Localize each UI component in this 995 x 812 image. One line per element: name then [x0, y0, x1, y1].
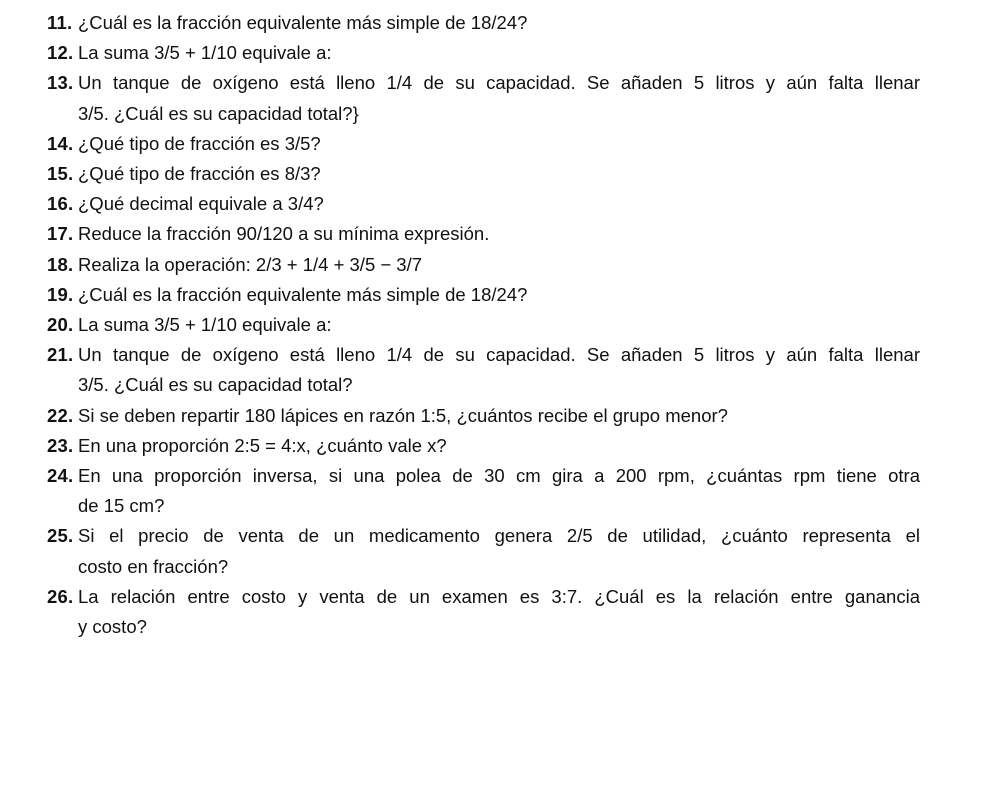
question-text: ¿Cuál es la fracción equivalente más simple de 18/24?: [78, 12, 528, 33]
question-text-line-2: y costo?: [78, 616, 147, 638]
question-number: 26.: [47, 585, 74, 607]
question-22: [47, 401, 920, 431]
question-number: 21.: [47, 344, 74, 366]
question-text: Realiza la operación: 2/3 + 1/4 + 3/5 − 3/7: [78, 253, 423, 275]
question-number: 12.: [47, 42, 74, 64]
question-text-line-1: Si el precio de venta de un medicamento genera 2/5 de utilidad, ¿cuánto representa el: [78, 525, 920, 547]
question-text: ¿Cuál es la fracción equivalente más simple de 18/24?: [78, 283, 528, 305]
question-13: [47, 68, 920, 128]
question-number: 23.: [47, 434, 74, 456]
question-text: En una proporción 2:5 = 4:x, ¿cuánto vale x?: [78, 434, 447, 456]
question-20: [47, 310, 920, 340]
question-text: ¿Qué tipo de fracción es 8/3?: [78, 163, 321, 185]
question-text-line-1: Un tanque de oxígeno está lleno 1/4 de su capacidad. Se añaden 5 litros y aún falta llenar: [78, 344, 920, 366]
question-list: [47, 8, 920, 642]
question-16: [47, 189, 920, 219]
question-text-line-2: 3/5. ¿Cuál es su capacidad total?}: [78, 102, 359, 124]
question-number: 17.: [47, 223, 74, 245]
question-text: [78, 582, 920, 642]
question-14: [47, 129, 920, 159]
question-number: 11.: [47, 12, 73, 33]
question-number: 15.: [47, 163, 74, 185]
question-text: [78, 521, 920, 581]
question-15: [47, 159, 920, 189]
question-number: 13.: [47, 72, 74, 94]
question-number: 19.: [47, 283, 74, 305]
question-23: [47, 431, 920, 461]
question-number: 20.: [47, 314, 74, 336]
question-text: [78, 461, 920, 521]
question-text: ¿Qué decimal equivale a 3/4?: [78, 193, 324, 215]
question-text: Si se deben repartir 180 lápices en razón 1:5, ¿cuántos recibe el grupo menor?: [78, 404, 728, 426]
question-text-line-2: 3/5. ¿Cuál es su capacidad total?: [78, 374, 353, 396]
question-text: La suma 3/5 + 1/10 equivale a:: [78, 42, 332, 64]
question-text: Reduce la fracción 90/120 a su mínima expresión.: [78, 223, 490, 245]
cropped-previous-line: [120, 0, 420, 2]
question-text: ¿Qué tipo de fracción es 3/5?: [78, 132, 321, 154]
question-text: La suma 3/5 + 1/10 equivale a:: [78, 314, 332, 336]
question-25: [47, 521, 920, 581]
question-number: 18.: [47, 253, 74, 275]
question-number: 22.: [47, 404, 74, 426]
question-number: 24.: [47, 465, 74, 487]
question-12: [47, 38, 920, 68]
question-21: [47, 340, 920, 400]
question-text-line-1: En una proporción inversa, si una polea de 30 cm gira a 200 rpm, ¿cuántas rpm tiene otra: [78, 465, 920, 487]
question-text-line-1: La relación entre costo y venta de un examen es 3:7. ¿Cuál es la relación entre ganancia: [78, 585, 920, 607]
question-19: [47, 280, 920, 310]
question-text: [78, 68, 920, 128]
question-18: [47, 250, 920, 280]
question-text: [78, 340, 920, 400]
question-number: 25.: [47, 525, 74, 547]
question-24: [47, 461, 920, 521]
question-number: 14.: [47, 132, 74, 154]
question-11: [47, 8, 920, 38]
question-17: [47, 219, 920, 249]
question-number: 16.: [47, 193, 74, 215]
question-text-line-2: costo en fracción?: [78, 555, 229, 577]
question-text-line-1: Un tanque de oxígeno está lleno 1/4 de su capacidad. Se añaden 5 litros y aún falta llenar: [78, 72, 920, 94]
question-26: [47, 582, 920, 642]
question-text-line-2: de 15 cm?: [78, 495, 165, 517]
